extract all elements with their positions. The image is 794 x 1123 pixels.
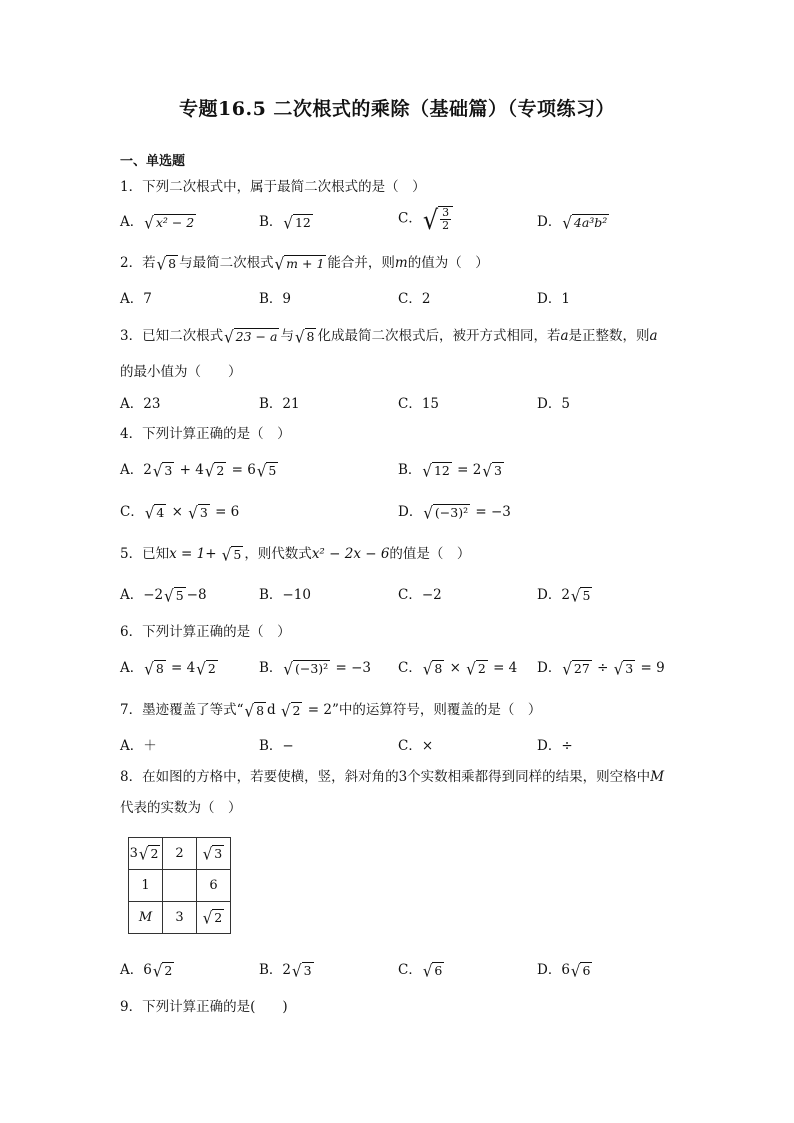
q8-option-b[interactable]: B．2 √ 3 — [259, 961, 312, 981]
q7-option-b[interactable]: B．− — [259, 738, 294, 754]
radical: √ 12 — [283, 213, 311, 233]
radical: √ $\frac{3}{2}$ — [423, 206, 453, 232]
q5-option-c[interactable]: C．−2 — [398, 587, 442, 603]
grid-cell: 3 — [163, 902, 197, 934]
q5-option-b[interactable]: B．−10 — [259, 587, 311, 603]
question-7-stem: 7．墨迹覆盖了等式“ √ 8 d √ 2 = 2”中的运算符号，则覆盖的是（ ） — [120, 701, 542, 721]
grid-cell-empty — [163, 870, 197, 902]
q8-option-c[interactable]: C． √ 6 — [398, 961, 443, 981]
q2-option-c[interactable]: C．2 — [398, 291, 431, 307]
question-4-stem: 4．下列计算正确的是（ ） — [120, 426, 291, 442]
grid-cell: √ 2 — [197, 902, 231, 934]
grid-cell: 2 — [163, 838, 197, 870]
question-6-stem: 6．下列计算正确的是（ ） — [120, 624, 291, 640]
q1-option-c[interactable]: C． √ $\frac{3}{2}$ — [398, 206, 454, 232]
q3-option-d[interactable]: D．5 — [537, 396, 570, 412]
question-5-stem: 5．已知x = 1+ √ 5 ，则代数式x² − 2x − 6的值是（ ） — [120, 545, 471, 565]
q7-option-c[interactable]: C．× — [398, 738, 434, 754]
number-grid — [128, 837, 231, 934]
question-2-stem: 2．若 √ 8 与最简二次根式 √ m + 1 能合并，则m的值为（ ） — [120, 254, 489, 274]
question-8-stem-line2: 代表的实数为（ ） — [120, 800, 242, 816]
q2-option-a[interactable]: A．7 — [120, 291, 152, 307]
q5-option-a[interactable]: A．−2 √ 5 −8 — [120, 586, 207, 606]
q7-option-a[interactable]: A．＋ — [120, 738, 157, 754]
question-9-stem: 9．下列计算正确的是( ) — [120, 999, 288, 1015]
grid-cell: 6 — [197, 870, 231, 902]
q3-option-b[interactable]: B．21 — [259, 396, 300, 412]
q2-option-b[interactable]: B．9 — [259, 291, 292, 307]
q5-option-d[interactable]: D．2 √ 5 — [537, 586, 591, 606]
q4-option-b[interactable]: B． √ 12 = 2 √ 3 — [398, 461, 502, 481]
q4-option-a[interactable]: A．2 √ 3 + 4 √ 2 = 6 √ 5 — [120, 461, 277, 481]
q1-option-d[interactable]: D． √ 4a³b² — [537, 213, 608, 233]
question-3-stem: 3．已知二次根式 √ 23 − a 与 √ 8 化成最简二次根式后，被开方式相同，若a是正整数，则a — [120, 327, 658, 347]
q3-option-a[interactable]: A．23 — [120, 396, 161, 412]
q1-option-a[interactable]: A． √ x² − 2 — [120, 213, 195, 233]
grid-cell: 1 — [129, 870, 163, 902]
q3-option-c[interactable]: C．15 — [398, 396, 440, 412]
grid-cell: 3 √ 2 — [129, 838, 163, 870]
section-heading: 一、单选题 — [120, 154, 186, 169]
q1-option-b[interactable]: B． √ 12 — [259, 213, 311, 233]
q2-option-d[interactable]: D．1 — [537, 291, 570, 307]
question-8-stem: 8．在如图的方格中，若要使横，竖，斜对角的3个实数相乘都得到同样的结果，则空格中M — [120, 769, 665, 785]
q6-option-c[interactable]: C． √ 8 × √ 2 = 4 — [398, 659, 518, 679]
grid-cell: √ 3 — [197, 838, 231, 870]
question-1-stem: 1．下列二次根式中，属于最简二次根式的是（ ） — [120, 179, 426, 195]
q8-option-d[interactable]: D．6 √ 6 — [537, 961, 591, 981]
question-3-stem-line2: 的最小值为（ ） — [120, 364, 242, 380]
radical: √ 4a³b² — [562, 213, 608, 233]
q4-option-d[interactable]: D． √ (−3)² = −3 — [398, 503, 511, 523]
grid-cell-m: M — [129, 902, 163, 934]
q7-option-d[interactable]: D．÷ — [537, 738, 573, 754]
q6-option-d[interactable]: D． √ 27 ÷ √ 3 = 9 — [537, 659, 665, 679]
q8-option-a[interactable]: A．6 √ 2 — [120, 961, 173, 981]
q6-option-a[interactable]: A． √ 8 = 4 √ 2 — [120, 659, 216, 679]
page-title: 专题16.5 二次根式的乘除（基础篇）（专项练习） — [179, 98, 615, 120]
q4-option-c[interactable]: C． √ 4 × √ 3 = 6 — [120, 503, 240, 523]
q6-option-b[interactable]: B． √ (−3)² = −3 — [259, 659, 371, 679]
radical: √ x² − 2 — [144, 213, 195, 233]
